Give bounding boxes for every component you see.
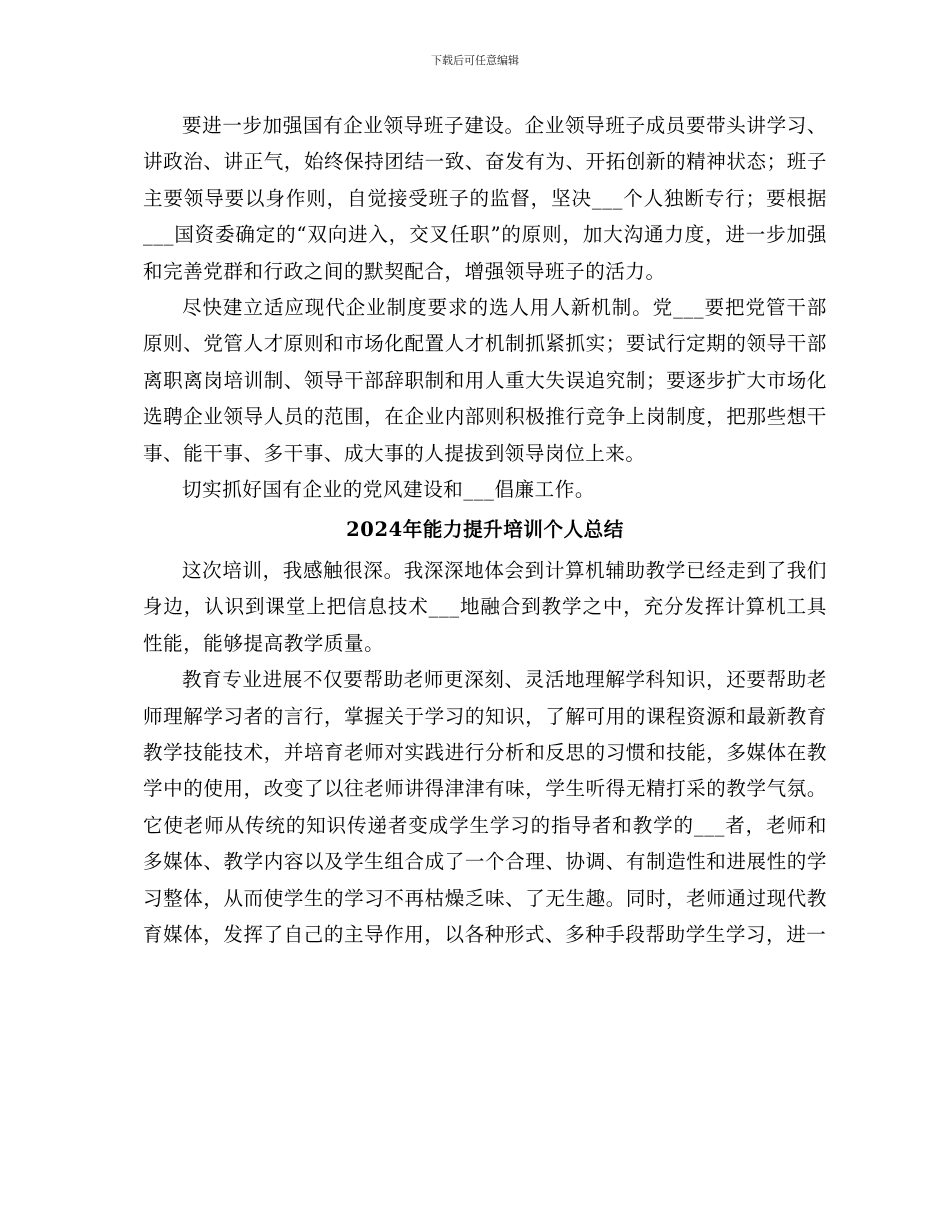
paragraph-party-style: 切实抓好国有企业的党风建设和___倡廉工作。 (182, 478, 595, 502)
paragraph-training: 这次培训，我感触很深。我深深地体会到计算机辅助教学已经走到了我们身边，认识到课堂上把信息技术___地融合到教学之中，充分发挥计算机工具性能，能够提高教学质量。 (143, 558, 827, 655)
section-title: 2024年能力提升培训个人总结 (346, 518, 624, 542)
page-header: 下载后可任意编辑 (431, 54, 519, 67)
document-body (143, 108, 827, 953)
paragraph-leadership: 要进一步加强国有企业领导班子建设。企业领导班子成员要带头讲学习、讲政治、讲正气，始终保持团结一致、奋发有为、开拓创新的精神状态；班子主要领导要以身作则，自觉接受班子的监督，坚决___个人独断专行；要根据___国资委确定的“双向进入，交叉任职”的原则，加大沟通力度，进一步加强和完善党群和行政之间的默契配合，增强领导班子的活力。 (143, 114, 827, 283)
paragraph-education: 教育专业进展不仅要帮助老师更深刻、灵活地理解学科知识，还要帮助老师理解学习者的言行，掌握关于学习的知识，了解可用的课程资源和最新教育教学技能技术，并培育老师对实践进行分析和反思的习惯和技能，多媒体在教学中的使用，改变了以往老师讲得津津有味，学生听得无精打采的教学气氛。它使老师从传统的知识传递者变成学生学习的指导者和教学的___者，老师和多媒体、教学内容以及学生组合成了一个合理、协调、有制造性和进展性的学习整体，从而使学生的学习不再枯燥乏味、了无生趣。同时，老师通过现代教育媒体，发挥了自己的主导作用，以各种形式、多种手段帮助学生学习，进一 (143, 668, 827, 946)
paragraph-personnel: 尽快建立适应现代企业制度要求的选人用人新机制。党___要把党管干部原则、党管人才原则和市场化配置人才机制抓紧抓实；要试行定期的领导干部离职离岗培训制、领导干部辞职制和用人重大失误追究制；要逐步扩大市场化选聘企业领导人员的范围，在企业内部则积极推行竞争上岗制度，把那些想干事、能干事、多干事、成大事的人提拔到领导岗位上来。 (143, 296, 827, 465)
